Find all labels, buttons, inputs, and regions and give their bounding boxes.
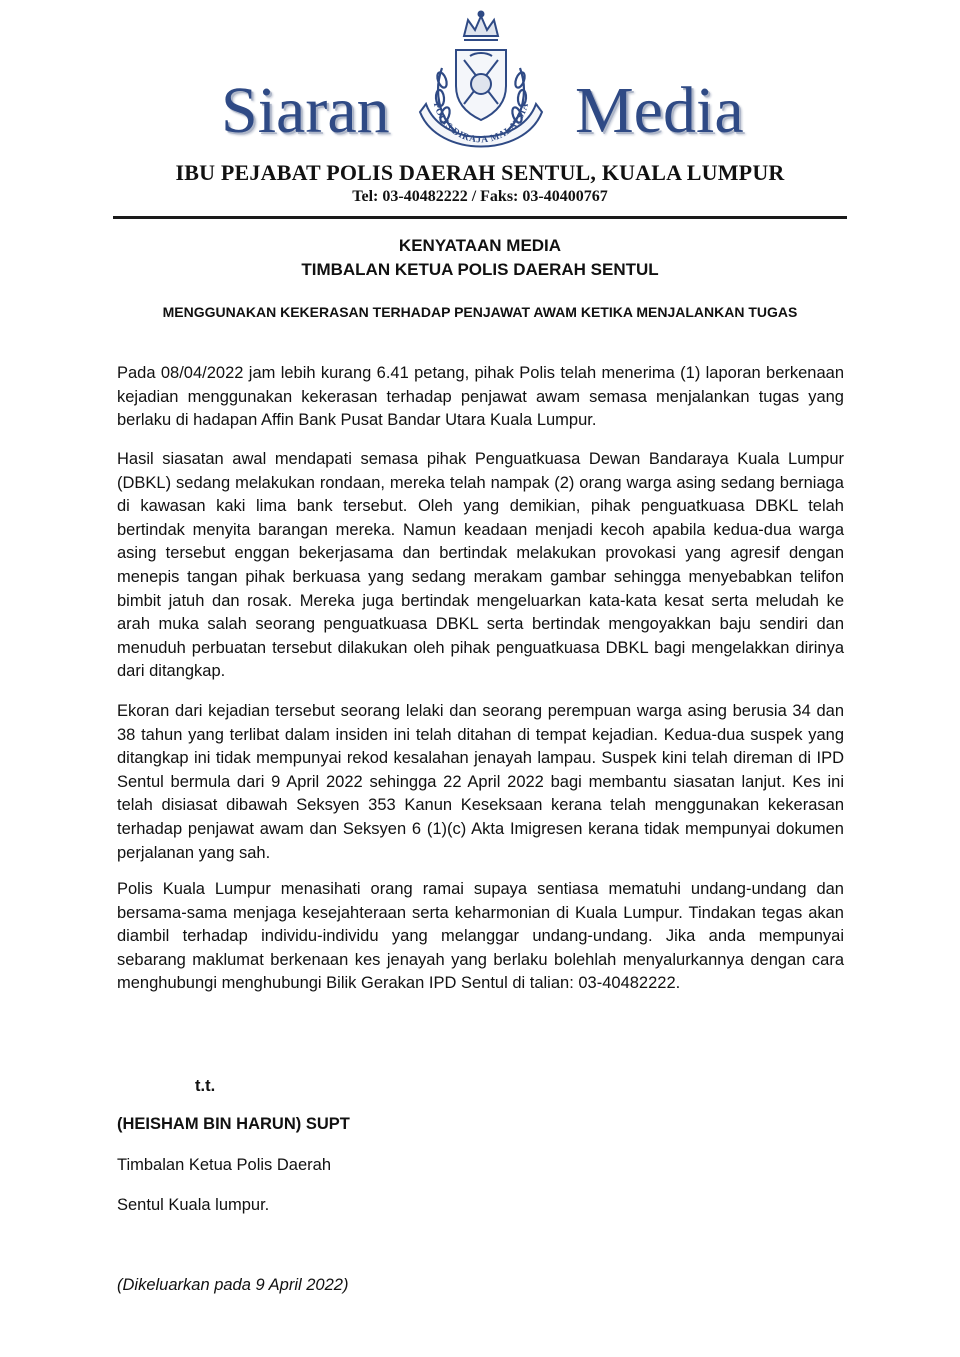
paragraph-4: Polis Kuala Lumpur menasihati orang ramai supaya sentiasa mematuhi undang-undang dan bersama-sama menjaga kesejahteraan serta keharmonian di Kuala Lumpur. Tindakan tegas akan diambil terhadap individu-individu yang melanggar undang-undang. Jika anda mempunyai sebarang maklumat berkenaan kes jenayah yang berlaku bolehlah menyalurkannya dengan cara menghubungi menghubungi Bilik Gerakan IPD Sentul di talian: 03-40482222. <box>117 880 844 993</box>
crest-text: POLIS DIRAJA MALAYSIA <box>430 101 532 146</box>
statement-subject: MENGGUNAKAN KEKERASAN TERHADAP PENJAWAT AWAM KETIKA MENJALANKAN TUGAS <box>162 304 798 320</box>
header-divider <box>113 216 847 219</box>
signatory-place: Sentul Kuala lumpur. <box>117 1196 270 1214</box>
office-name: IBU PEJABAT POLIS DAERAH SENTUL, KUALA LUMPUR <box>175 160 785 185</box>
signature-tt: t.t. <box>195 1077 216 1095</box>
paragraph-3: Ekoran dari kejadian tersebut seorang lelaki dan seorang perempuan warga asing berusia 34 dan 38 tahun yang terlibat dalam insiden ini telah ditahan di tempat kejadian. Kedua-dua suspek yang ditangkap ini tidak mempunyai rekod kesalahan jenayah lampau. Suspek kini telah direman di IPD Sentul bermula dari 9 April 2022 sehingga 22 April 2022 bagi membantu siasatan lanjut. Kes ini telah disiasat dibawah Seksyen 353 Kanun Keseksaan kerana telah menggunakan kekerasan terhadap penjawat awam dan Seksyen 6 (1)(c) Akta Imigresen kerana tidak mempunyai dokumen perjalanan yang sah. <box>117 702 844 862</box>
paragraph-1: Pada 08/04/2022 jam lebih kurang 6.41 petang, pihak Polis telah menerima (1) laporan berkenaan kejadian menggunakan kekerasan terhadap penjawat awam semasa menjalankan tugas yang berlaku di hadapan Affin Bank Pusat Bandar Utara Kuala Lumpur. <box>117 364 844 430</box>
masthead-word-right: Media <box>575 74 744 147</box>
signatory-name: (HEISHAM BIN HARUN) SUPT <box>117 1115 350 1133</box>
signatory-role: Timbalan Ketua Polis Daerah <box>117 1156 332 1174</box>
office-contact: Tel: 03-40482222 / Faks: 03-40400767 <box>352 188 608 205</box>
statement-title-line2: TIMBALAN KETUA POLIS DAERAH SENTUL <box>301 260 659 279</box>
statement-title-line1: KENYATAAN MEDIA <box>398 236 562 255</box>
issued-date: (Dikeluarkan pada 9 April 2022) <box>117 1276 349 1294</box>
masthead-word-left: Siaran <box>221 74 390 147</box>
paragraph-2: Hasil siasatan awal mendapati semasa pihak Penguatkuasa Dewan Bandaraya Kuala Lumpur (DBKL) sedang melakukan rondaan, mereka telah nampak (2) orang warga asing sedang berniaga di kawasan kaki lima bank tersebut. Oleh yang demikian, pihak penguatkuasa DBKL telah bertindak menyita barangan mereka. Namun keadaan menjadi kecoh apabila kedua-dua warga asing tersebut enggan bekerjasama dan bertindak melakukan provokasi yang agresif dengan menepis tangan pihak berkuasa yang sedang merakam gambar sehingga menyebabkan telifon bimbit jatuh dan rosak. Mereka juga bertindak mengeluarkan kata-kata kesat serta meludah ke arah muka salah seorang penguatkuasa DBKL serta bertindak mengoyakkan baju sendiri dan menuduh perbuatan tersebut dilakukan oleh pihak penguatkuasa DBKL bagi mengelakkan dirinya dari ditangkap. <box>117 450 844 681</box>
police-crest-icon <box>412 8 550 160</box>
